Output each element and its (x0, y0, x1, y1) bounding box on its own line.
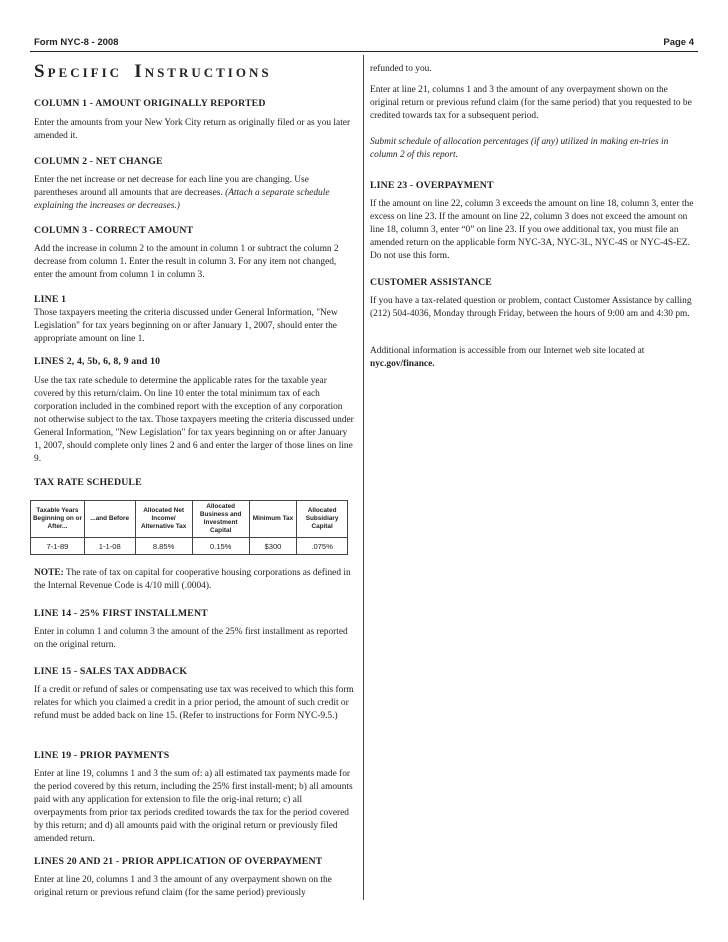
column2-heading: COLUMN 2 - NET CHANGE (34, 156, 163, 167)
customer-assistance-text: If you have a tax-related question or problem, contact Customer Assistance by calling (212) 504-4036, Monday through Friday, between the hours of 9:00 am and 4:30 pm. (370, 296, 692, 319)
column1-text: Enter the amounts from your New York City return as originally filed or as you later amended it. (34, 118, 351, 141)
table-header: Allocated Subsidiary Capital (297, 501, 348, 538)
line19-heading: LINE 19 - PRIOR PAYMENTS (34, 750, 170, 761)
line23-heading: LINE 23 - OVERPAYMENT (370, 180, 494, 191)
table-header: Minimum Tax (249, 501, 297, 538)
column3-text: Add the increase in column 2 to the amount in column 1 or subtract the column 2 decrease from column 1. Enter the result in column 3. For any item not changed, enter the amount from column 1 in column 3. (34, 244, 339, 280)
header-rule (30, 51, 698, 52)
page-number: Page 4 (663, 37, 694, 48)
page-title: SPECIFIC INSTRUCTIONS (34, 61, 272, 82)
column2-text: Enter the net increase or net decrease for each line you are changing. Use parentheses around all amounts that are decreases. (Attach a separate schedule explaining the increases or decreases.) (34, 175, 330, 211)
line23-text: If the amount on line 22, column 3 exceeds the amount on line 18, column 3, enter the excess on line 23. If the amount on line 22, column 3 does not exceed the amount on line 18, column 3, enter “0” on line 23. If you owe additional tax, you must file an amended return on the applicable form NYC-3A, NYC-3L, NYC-4S or NYC-4S-EZ. Do not use this form. (370, 199, 694, 261)
line15-heading: LINE 15 - SALES TAX ADDBACK (34, 666, 188, 677)
continued-text: refunded to you. (370, 64, 432, 74)
column1-heading: COLUMN 1 - AMOUNT ORIGINALLY REPORTED (34, 98, 266, 109)
table-cell: 8.85% (135, 538, 192, 555)
table-header-row (31, 501, 348, 538)
column-divider (363, 55, 364, 900)
submit-schedule-note: Submit schedule of allocation percentages (if any) utilized in making en-tries in column 2 of this report. (370, 137, 669, 160)
lines2-heading: LINES 2, 4, 5b, 6, 8, 9 and 10 (34, 356, 161, 367)
table-header: Taxable Years Beginning on or After... (31, 501, 85, 538)
lines2-text: Use the tax rate schedule to determine the applicable rates for the taxable year covered by this return/claim. On line 10 enter the total minimum tax of each corporation included in the combined report with the exception of any corporation not otherwise subject to the tax. Those taxpayers meeting the criteria discussed under General Information, "New Legislation" for tax years beginning on or after January 1, 2007, should complete only lines 2 and 6 and enter the larger of those lines on line 9. (34, 376, 354, 464)
table-row (31, 538, 348, 555)
column3-heading: COLUMN 3 - CORRECT AMOUNT (34, 225, 194, 236)
table-header: Allocated Business and Investment Capital (192, 501, 249, 538)
line1-heading: LINE 1 (34, 294, 67, 305)
schedule-heading: TAX RATE SCHEDULE (34, 477, 142, 488)
table-cell: $300 (249, 538, 297, 555)
table-cell: 1-1-08 (84, 538, 135, 555)
form-label: Form NYC-8 - 2008 (34, 37, 119, 48)
table-cell: 7-1-89 (31, 538, 85, 555)
tax-rate-table (30, 500, 348, 555)
table-header: Allocated Net Income/ Alternative Tax (135, 501, 192, 538)
lines20-heading: LINES 20 AND 21 - PRIOR APPLICATION OF OVERPAYMENT (34, 856, 323, 867)
table-cell: 0.15% (192, 538, 249, 555)
line21-text: Enter at line 21, columns 1 and 3 the amount of any overpayment shown on the original return or previous refund claim (for the same period) that you requested to be credited towards tax for a subsequent period. (370, 85, 692, 121)
line1-text: Those taxpayers meeting the criteria discussed under General Information, "New Legislation" for tax years beginning on or after January 1, 2007, should enter the appropriate amount on line 1. (34, 308, 338, 344)
website-link[interactable]: nyc.gov/finance. (370, 359, 435, 369)
line14-text: Enter in column 1 and column 3 the amount of the 25% first installment as reported on the original return. (34, 627, 348, 650)
line14-heading: LINE 14 - 25% FIRST INSTALLMENT (34, 608, 208, 619)
line19-text: Enter at line 19, columns 1 and 3 the sum of: a) all estimated tax payments made for the period covered by this return, including the 25% first install-ment; b) all amounts paid with any application for extension to file the orig-inal return; c) all overpayments from prior tax periods credited towards the tax for the period covered by this return; and d) all amounts paid with the original return or previously filed amended return. (34, 769, 353, 844)
table-cell: .075% (297, 538, 348, 555)
lines20-text: Enter at line 20, columns 1 and 3 the amount of any overpayment shown on the original return or previous refund claim (for the same period) previously (34, 875, 332, 898)
table-header: ...and Before (84, 501, 135, 538)
customer-assistance-heading: CUSTOMER ASSISTANCE (370, 277, 492, 288)
page-header (34, 37, 694, 51)
note-text: NOTE: The rate of tax on capital for cooperative housing corporations as defined in the Internal Revenue Code is 4/10 mill (.0004). (34, 568, 351, 591)
line15-text: If a credit or refund of sales or compensating use tax was received to which this form relates for which you claimed a credit in a prior period, the amount of such credit or refund must be added back on line 15. (Refer to instructions for Form NYC-9.5.) (34, 685, 354, 721)
website-text: Additional information is accessible from our Internet web site located at nyc.gov/finance. (370, 346, 645, 369)
